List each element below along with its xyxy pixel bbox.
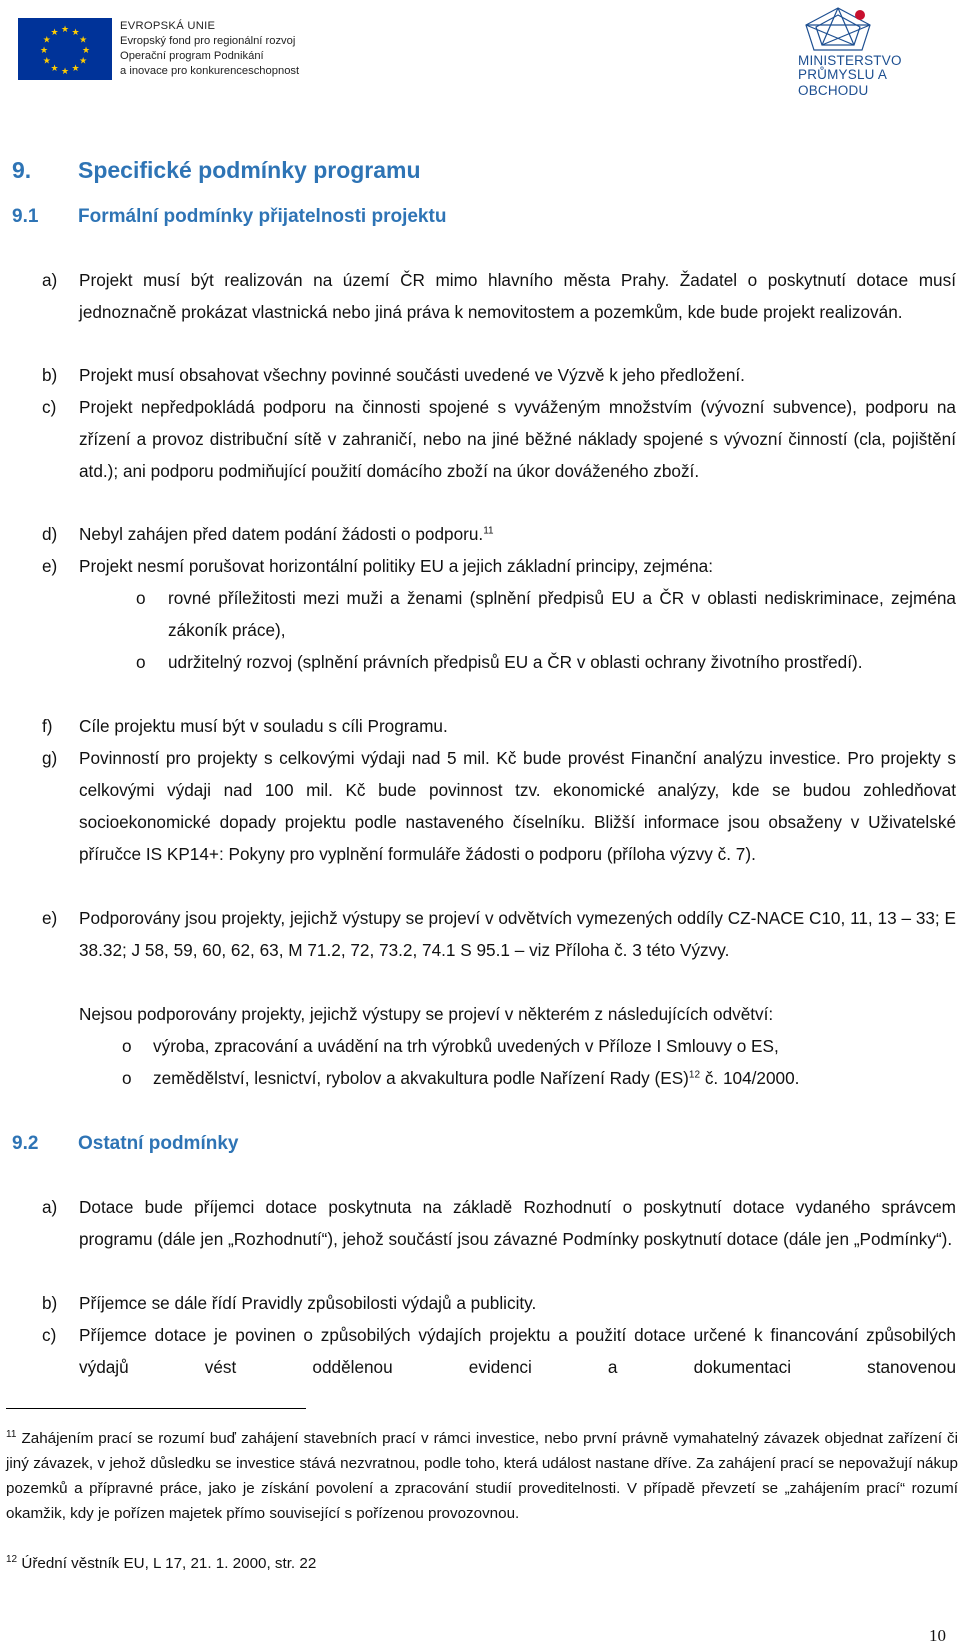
item-text: Projekt nesmí porušovat horizontální politiky EU a jejich základní principy, zejména: [79, 556, 714, 576]
item-text: Příjemce dotace je povinen o způsobilých výdajích projektu a použití dotace určené k financování způsobilých výdajů vést oddělenou evidenci a dokumentaci stanovenou [79, 1325, 956, 1377]
eu-line: EVROPSKÁ UNIE [120, 20, 216, 32]
svg-text:★: ★ [79, 35, 88, 46]
svg-text:★: ★ [60, 67, 70, 77]
list-item-a [42, 1191, 958, 1255]
footnote-ref-11[interactable]: 11 [483, 525, 494, 537]
item-text: Dotace bude příjemci dotace poskytnuta na základě Rozhodnutí o poskytnutí dotace vydaného správcem programu (dále jen „Rozhodnutí“), jehož součástí jsou závazné Podmínky poskytnutí dotace (dále jen „Podmínky“). [79, 1197, 956, 1249]
page-number: 10 [929, 1626, 946, 1645]
item-label: d) [42, 524, 58, 544]
list-item-g [42, 742, 958, 870]
item-label: c) [42, 397, 57, 417]
bullet-text: udržitelný rozvoj (splnění právních předpisů EU a ČR v oblasti ochrany životního prostředí). [168, 652, 863, 672]
item-text: Příjemce se dále řídí Pravidly způsobilosti výdajů a publicity. [79, 1293, 537, 1313]
eu-line: Evropský fond pro regionální rozvoj [120, 35, 296, 47]
subsection-title: Formální podmínky přijatelnosti projektu [78, 206, 447, 227]
ministry-emblem-icon [798, 5, 878, 55]
list-item-e2 [42, 902, 958, 966]
item-text [79, 518, 956, 550]
item-text: Projekt musí být realizován na území ČR mimo hlavního města Prahy. Žadatel o poskytnutí dotace musí jednoznačně prokázat vlastnická nebo jiná práva k nemovitostem a pozemkům, kde bude projekt realizován. [79, 270, 956, 322]
section-heading [12, 157, 421, 184]
bullet-mark: o [122, 1068, 132, 1088]
eu-program-text [120, 19, 299, 79]
subsection-number: 9.2 [12, 1133, 39, 1154]
bullet-item [122, 1062, 942, 1094]
footnote-separator [6, 1408, 306, 1409]
footnote-11 [6, 1426, 958, 1526]
footnote-text: Úřední věstník EU, L 17, 21. 1. 2000, str. 22 [17, 1555, 317, 1572]
item-label: e) [42, 556, 58, 576]
bullet-item [136, 646, 956, 678]
list-item-c [42, 1319, 958, 1383]
item-label: a) [42, 1197, 58, 1217]
ministry-name-line: MINISTERSTVO [798, 53, 902, 68]
item-text: Podporovány jsou projekty, jejichž výstupy se projeví v odvětvích vymezených oddíly CZ-NACE C10, 11, 13 – 33; E 38.32; J 58, 59, 60, 62, 63, M 71.2, 72, 73.2, 74.1 S 95.1 – viz Příloha č. 3 této Výzvy. [79, 908, 956, 960]
list-item-c [42, 391, 958, 487]
eu-line: Operační program Podnikání [120, 50, 264, 62]
ministry-name-line: PRŮMYSLU A OBCHODU [798, 67, 887, 98]
footnote-ref-12[interactable]: 12 [688, 1069, 701, 1081]
bullet-item [122, 1030, 942, 1062]
footnote-number: 11 [6, 1428, 17, 1440]
list-item-f [42, 710, 958, 742]
ministry-logo [798, 5, 930, 99]
item-text: Cíle projektu musí být v souladu s cíli Programu. [79, 716, 448, 736]
svg-text:★: ★ [60, 25, 70, 35]
item-label: g) [42, 748, 58, 768]
bullet-text: výroba, zpracování a uvádění na trh výrobků uvedených v Příloze I Smlouvy o ES, [153, 1036, 779, 1056]
item-text: Povinností pro projekty s celkovými výdaji nad 5 mil. Kč bude provést Finanční analýzu investice. Pro projekty s celkovými výdaji nad 100 mil. Kč bude povinnost tzv. ekonomické analýzy, kde se budou zohledňovat socioekonomické dopady projektu podle nastaveného číselníku. Bližší informace jsou obsaženy v Uživatelské příručce IS KP14+: Pokyny pro vyplnění formuláře žádosti o podporu (příloha výzvy č. 7). [79, 748, 956, 864]
list-item-e [42, 550, 958, 582]
svg-text:★: ★ [42, 56, 51, 67]
bullet-text-before: zemědělství, lesnictví, rybolov a akvakultura podle Nařízení Rady (ES) [153, 1068, 689, 1088]
bullet-text-after: č. 104/2000. [700, 1068, 800, 1088]
bullet-mark: o [136, 652, 146, 672]
section-number: 9. [12, 157, 32, 183]
bullet-mark: o [136, 588, 146, 608]
item-text: Projekt musí obsahovat všechny povinné součásti uvedené ve Výzvě k jeho předložení. [79, 365, 745, 385]
list-item-b [42, 1287, 958, 1319]
svg-text:★: ★ [50, 27, 59, 38]
subsection-heading-9-2 [12, 1133, 238, 1155]
bullet-mark: o [122, 1036, 132, 1056]
section-title: Specifické podmínky programu [78, 157, 421, 183]
bullet-text [153, 1062, 942, 1094]
svg-text:★: ★ [71, 27, 80, 38]
subsection-number: 9.1 [12, 206, 39, 227]
list-item-a [42, 264, 958, 328]
svg-text:★: ★ [50, 64, 59, 75]
item-label: e) [42, 908, 58, 928]
item-text: Projekt nepředpokládá podporu na činnosti spojené s vyváženým množstvím (vývozní subvence), podporu na zřízení a provoz distribuční sítě v zahraničí, nebo na jiné běžné náklady spojené s vývozní činností (cla, pojištění atd.); ani podporu podmiňující použití domácího zboží na úkor dováženého zboží. [79, 397, 956, 481]
subsection-title: Ostatní podmínky [78, 1133, 239, 1154]
footnote-number: 12 [6, 1553, 18, 1565]
eu-line: a inovace pro konkurenceschopnost [120, 65, 300, 77]
svg-text:★: ★ [39, 46, 49, 56]
item-label: b) [42, 365, 58, 385]
item-label: c) [42, 1325, 57, 1345]
item-label: a) [42, 270, 58, 290]
item-label: f) [42, 716, 53, 736]
subsection-heading-9-1 [12, 206, 446, 228]
svg-text:★: ★ [71, 64, 80, 75]
svg-text:★: ★ [79, 56, 88, 67]
svg-text:★: ★ [81, 46, 91, 56]
bullet-text: rovné příležitosti mezi muži a ženami (splnění předpisů EU a ČR v oblasti nediskriminace, zejména zákoník práce), [168, 588, 956, 640]
list-item-b [42, 359, 958, 391]
footnote-text: Zahájením prací se rozumí buď zahájení stavebních prací v rámci investice, nebo první právně vymahatelný závazek objednat zařízení či jiný závazek, v jehož důsledku se investice stává nezvratnou, podle toho, která událost nastane dříve. Za zahájení prací se nepovažují nákup pozemků a přípravné práce, jako je získání povolení a zpracování studií proveditelnosti. V případě převzetí se „zahájením prací“ rozumí okamžik, kdy je pořízen majetek přímo související s pořízenou provozovnou. [6, 1430, 958, 1522]
footnote-12 [6, 1551, 958, 1576]
item-label: b) [42, 1293, 58, 1313]
svg-text:★: ★ [42, 35, 51, 46]
bullet-item [136, 582, 956, 646]
eu-flag-logo [18, 18, 112, 80]
item-text-body: Nebyl zahájen před datem podání žádosti o podporu. [79, 524, 484, 544]
not-supported-intro: Nejsou podporovány projekty, jejichž výstupy se projeví v některém z následujících odvětví: [79, 1004, 774, 1024]
list-item-d [42, 518, 958, 550]
